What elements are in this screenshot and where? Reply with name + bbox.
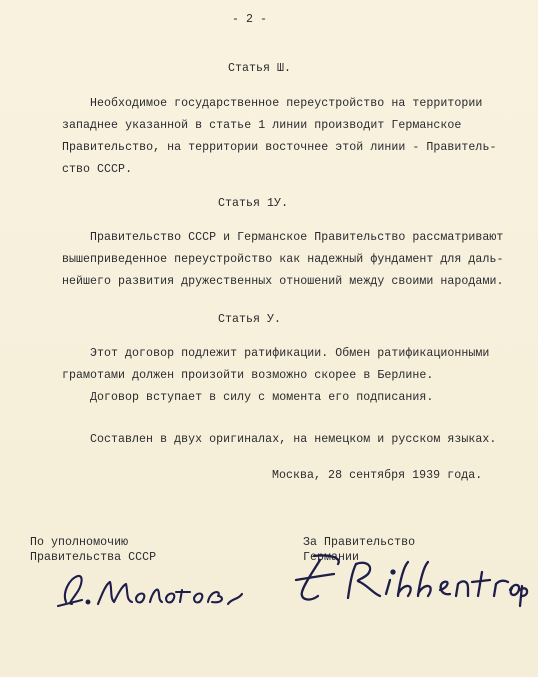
place-and-date: Москва, 28 сентября 1939 года.: [272, 469, 483, 482]
article-5-line-2: грамотами должен произойти возможно скорее в Берлине.: [62, 369, 434, 382]
right-signatory-line-1: За Правительство: [303, 536, 416, 549]
left-signatory-line-2: Правительства СССР: [30, 551, 157, 564]
right-signatory-line-2: Германии: [303, 551, 360, 564]
ribbentrop-signature: [290, 550, 530, 610]
article-3-line-2: западнее указанной в статье 1 линии производит Германское: [62, 119, 462, 132]
article-4-heading: Статья 1У.: [218, 197, 289, 210]
article-5-line-3: Договор вступает в силу с момента его подписания.: [90, 391, 434, 404]
molotov-signature: [52, 564, 252, 616]
article-4-line-3: нейшего развития дружественных отношений между своими народами.: [62, 275, 504, 288]
page-number: - 2 -: [232, 13, 268, 26]
closing-statement: Составлен в двух оригиналах, на немецком и русском языках.: [90, 433, 497, 446]
article-3-line-1: Необходимое государственное переустройство на территории: [90, 97, 483, 110]
article-4-line-2: вышеприведенное переустройство как надежный фундамент для даль-: [62, 253, 504, 266]
left-signatory-line-1: По уполномочию: [30, 536, 129, 549]
article-3-line-3: Правительство, на территории восточнее этой линии - Правитель-: [62, 141, 497, 154]
article-5-heading: Статья У.: [218, 313, 282, 326]
article-5-line-1: Этот договор подлежит ратификации. Обмен ратификационными: [90, 347, 490, 360]
article-3-line-4: ство СССР.: [62, 163, 133, 176]
article-4-line-1: Правительство СССР и Германское Правительство рассматривают: [90, 231, 504, 244]
article-3-heading: Статья Ш.: [228, 62, 292, 75]
